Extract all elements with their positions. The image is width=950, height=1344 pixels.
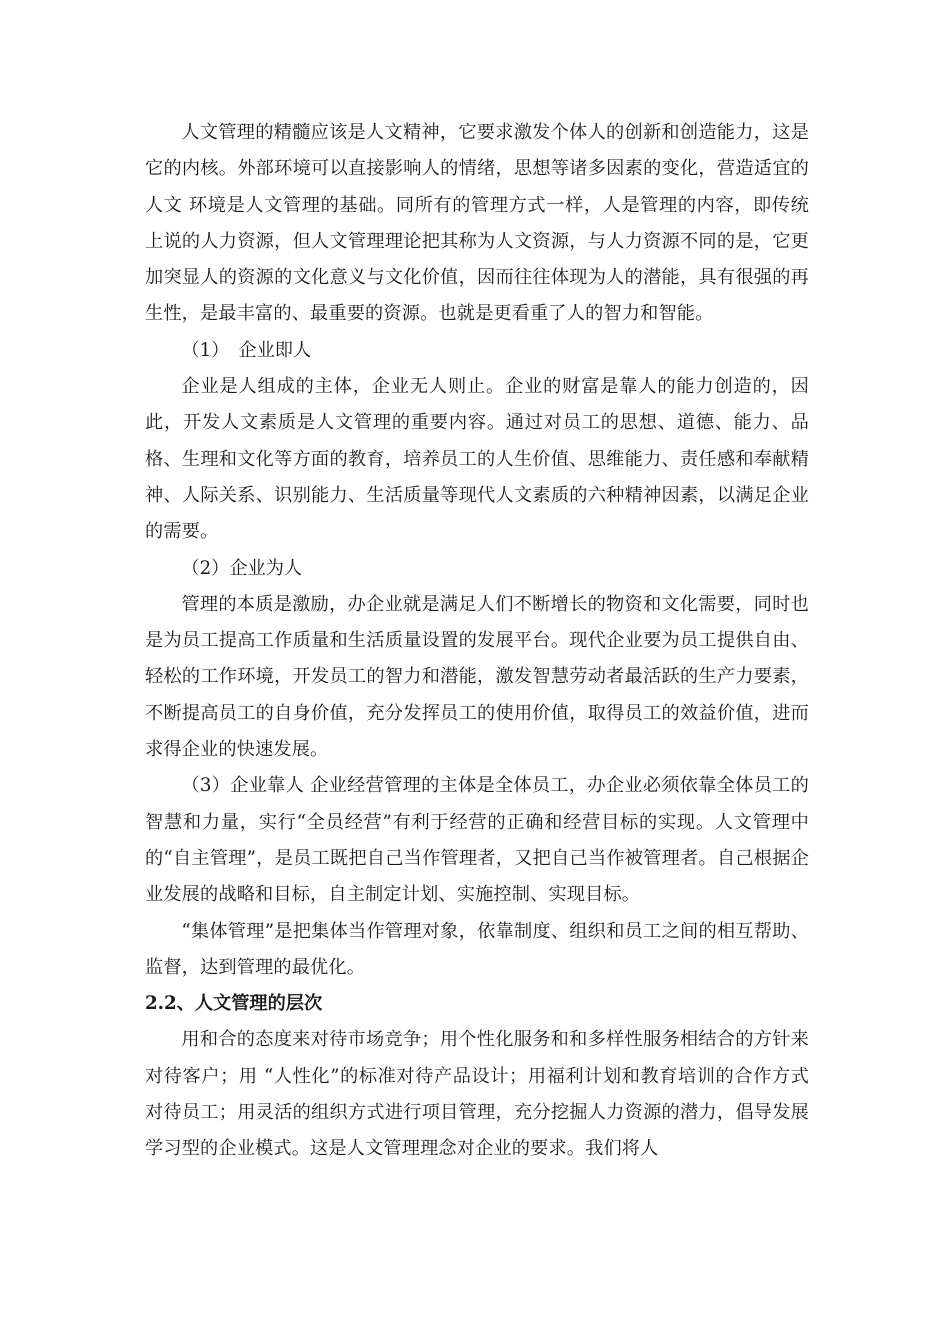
- paragraph-levels: 用和合的态度来对待市场竞争；用个性化服务和和多样性服务相结合的方针来对待客户；用 “人性化”的标准对待产品设计；用福利计划和教育培训的合作方式对待员工；用灵活的组织方式进行项目管理，充分挖掘人力资源的潜力，倡导发展学习型的企业模式。这是人文管理理念对企业的要求。我们将人: [145, 1029, 809, 1160]
- paragraph-humanistic-essence: 人文管理的精髓应该是人文精神，它要求激发个体人的创新和创造能力，这是它的内核。外部环境可以直接影响人的情绪，思想等诸多因素的变化，营造适宜的人文 环境是人文管理的基础。同所有的管理方式一样，人是管理的内容，即传统上说的人力资源，但人文管理理论把其称为人文资源，与人力资源不同的是，它更加突显人的资源的文化意义与文化价值，因而往往体现为人的潜能，具有很强的再生性，是最丰富的、最重要的资源。也就是更看重了人的智力和智能。: [145, 122, 809, 325]
- item-heading-enterprise-for-people: （2）企业为人: [181, 557, 303, 579]
- document-body: [145, 115, 809, 1168]
- section-heading-levels: 2.2、人文管理的层次: [145, 993, 323, 1015]
- paragraph-enterprise-for-people: 管理的本质是激励，办企业就是满足人们不断增长的物资和文化需要，同时也是为员工提高工作质量和生活质量设置的发展平台。现代企业要为员工提供自由、轻松的工作环境，开发员工的智力和潜能，激发智慧劳动者最活跃的生产力要素，不断提高员工的自身价值，充分发挥员工的使用价值，取得员工的效益价值，进而求得企业的快速发展。: [145, 593, 809, 761]
- paragraph-collective-management: “集体管理”是把集体当作管理对象，依靠制度、组织和员工之间的相互帮助、监督，达到管理的最优化。: [145, 920, 809, 978]
- paragraph-enterprise-relies-on-people: （3）企业靠人 企业经营管理的主体是全体员工，办企业必须依靠全体员工的智慧和力量，实行“全员经营”有利于经营的正确和经营目标的实现。人文管理中的“自主管理”，是员工既把自己当作管理者，又把自己当作被管理者。自己根据企业发展的战略和目标，自主制定计划、实施控制、实现目标。: [145, 775, 809, 906]
- paragraph-enterprise-is-people: 企业是人组成的主体，企业无人则止。企业的财富是靠人的能力创造的，因此，开发人文素质是人文管理的重要内容。通过对员工的思想、道德、能力、品格、生理和文化等方面的教育，培养员工的人生价值、思维能力、责任感和奉献精神、人际关系、识别能力、生活质量等现代人文素质的六种精神因素，以满足企业的需要。: [145, 376, 809, 543]
- item-heading-enterprise-is-people: （1） 企业即人: [181, 339, 312, 361]
